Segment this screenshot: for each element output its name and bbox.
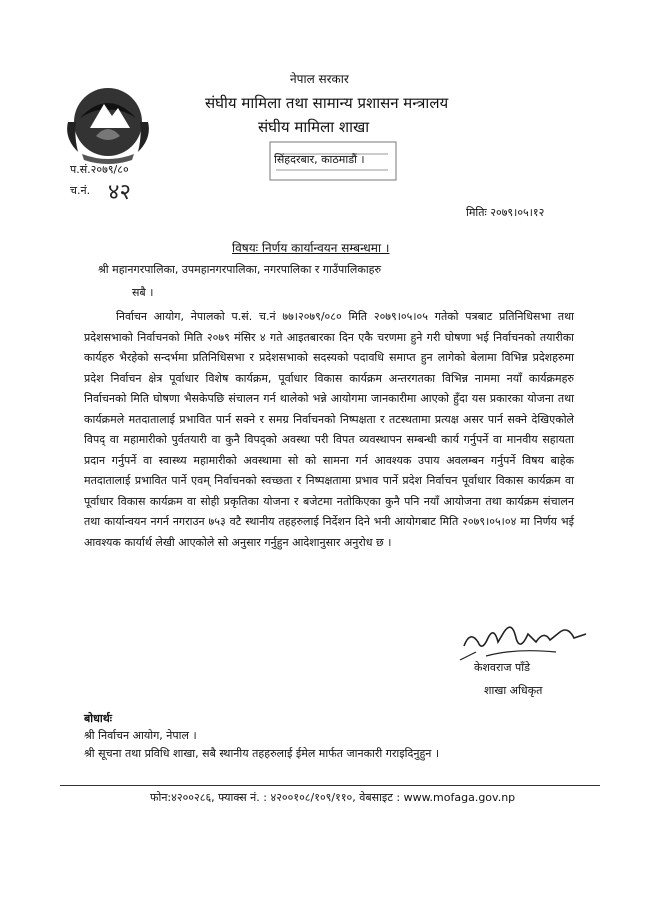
signatory-title: शाखा अधिकृत (484, 684, 543, 697)
cc-label: बोधार्थः (84, 712, 112, 725)
signature-icon (456, 612, 596, 664)
footer-divider (60, 785, 600, 786)
nepal-emblem-icon (60, 78, 156, 166)
chalani-number: ४२ (108, 180, 131, 205)
signatory-name: केशवराज पाँडे (474, 661, 531, 674)
cc-line-1: श्री निर्वाचन आयोग, नेपाल । (84, 729, 197, 742)
letter-date: मितिः २०७९।०५।१२ (466, 206, 545, 219)
letter-body-text: निर्वाचन आयोग, नेपालको प.सं. च.नं ७७।२०७९/०८० मिति २०७९।०५।०५ गतेको पत्रबाट प्रतिनिधिसभा तथा प्रदेशसभाको निर्वाचनको मिति २०७९ मंसिर ४ गते आइतबारका दिन एकै चरणमा हुने गरी घोषणा भई निर्वाचनको तयारीका कार्यहरु भैरहेको सन्दर्भमा प्रतिनिधिसभा र प्रदेशसभाको सदस्यको पदावधि समाप्त हुन लागेको बेलामा विभिन्न प्रदेशहरुमा प्रदेश निर्वाचन क्षेत्र पूर्वाधार विशेष कार्यक्रम, पूर्वाधार विकास कार्यक्रम अन्तरगतका विभिन्न नाममा नयाँ कार्यक्रमहरु निर्वाचनको मिति घोषणा भैसकेपछि संचालन गर्न थालेको भन्ने आयोगमा जानकारीमा आएको हुँदा यस प्रकारका योजना तथा कार्यक्रमले मतदातालाई प्रभावित पार्न सक्ने र समग्र निर्वाचनको निष्पक्षता र तटस्थतामा प्रत्यक्ष असर पार्न सक्ने देखिएकोले विपद् वा महामारीको पुर्वतयारी वा कुनै विपद्को अवस्था परी विपत व्यवस्थापन सम्बन्धी कार्य गर्नुपर्ने वा मानवीय सहायता प्रदान गर्नुपर्ने वा स्वास्थ्य महामारीको अवस्थामा सो को सामना गर्न आवश्यक उपाय अवलम्बन गर्नुपर्ने विषय बाहेक मतदातालाई प्रभावित पार्ने एवम् निर्वाचनको स्वच्छता र निष्पक्षतामा प्रभाव पार्ने प्रदेश निर्वाचन पूर्वाधार विकास कार्यक्रम वा पूर्वाधार विकास कार्यक्रम वा सोही प्रकृतिका योजना र बजेटमा नतोकिएका कुनै पनि नयाँ आयोजना तथा कार्यक्रम संचालन तथा कार्यान्वयन नगर्न नगराउन ७५३ वटै स्थानीय तहहरुलाई निर्देशन दिने भनी आयोगबाट मिति २०७९।०५।०४ मा निर्णय भई आवश्यक कार्यार्थ लेखी आएकोले सो अनुसार गर्नुहुन आदेशानुसार अनुरोध छ । (84, 310, 574, 549)
reference-number: प.सं.२०७९/८० (70, 163, 129, 176)
letter-body (84, 307, 574, 553)
government-name: नेपाल सरकार (290, 72, 349, 86)
letter-subject: विषयः निर्णय कार्यान्वयन सम्बन्धमा । (232, 241, 390, 255)
cc-line-2: श्री सूचना तथा प्रविधि शाखा, सबै स्थानीय तहहरुलाई ईमेल मार्फत जानकारी गराइदिनुहुन । (84, 747, 440, 760)
footer-contact: फोन:४२००२८६, फ्याक्स नं. : ४२००१०८/१०९/११०, वेबसाइट : www.mofaga.gov.np (150, 791, 516, 804)
office-address: सिंहदरबार, काठमाडौं । (274, 153, 365, 166)
letter-recipient: श्री महानगरपालिका, उपमहानगरपालिका, नगरपालिका र गाउँपालिकाहरु (98, 263, 382, 276)
ministry-name: संघीय मामिला तथा सामान्य प्रशासन मन्त्रालय (205, 94, 449, 112)
chalani-label: च.नं. (70, 184, 91, 197)
recipient-all: सबै । (132, 286, 154, 299)
section-name: संघीय मामिला शाखा (258, 118, 370, 136)
